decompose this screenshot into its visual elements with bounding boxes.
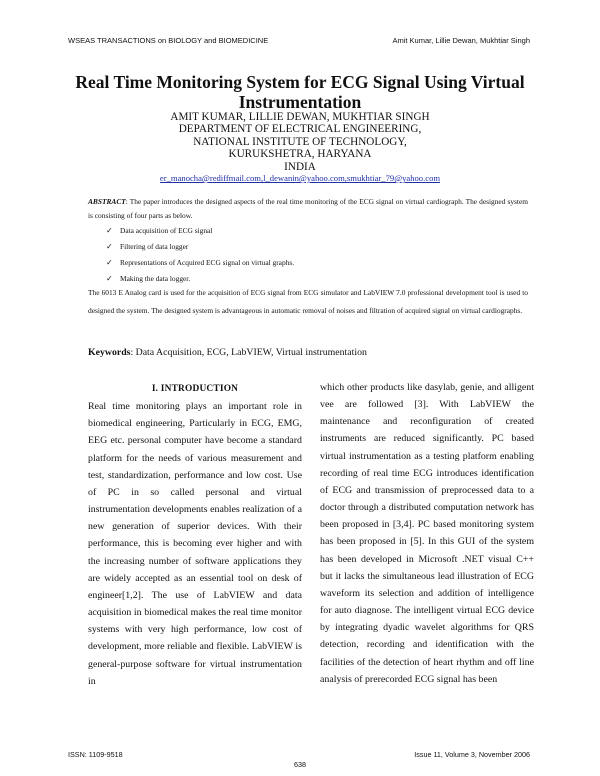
affiliation-line-city: KURUKSHETRA, HARYANA [228,148,372,161]
keywords-text: : Data Acquisition, ECG, LabVIEW, Virtual instrumentation [130,347,367,358]
section-heading-introduction: I. INTRODUCTION [151,384,239,394]
introduction-text-left: Real time monitoring plays an important role in biomedical engineering, Particularly in ECG, EMG, EEG etc. personal computer have become a standard platform for the needs of various measurement and test, standardization, performance and low cost. Use of PC in so called personal and virtual instrumentation developments enables realization of a new generation of superior devices. With their performance, this is becoming ever higher and with the increasing number of software applications they are widely accepted as an essential tool on desk of engineer[1,2]. The use of LabVIEW and data acquisition in biomedical makes the real time monitor systems with very high performance, low cost of development, more reliable and flexible. LabVIEW is general-purpose software for virtual instrumentation in [88,401,302,687]
right-column [320,379,534,688]
abstract-body: The 6013 E Analog card is used for the acquisition of ECG signal from ECG simulator and LabVIEW 7.0 professional development tool is used to designed the system. The designed system is advantageous in automatic removal of noises and filtration of acquired signal on virtual cardiographs. [88,288,528,315]
affiliation-line-institute: NATIONAL INSTITUTE OF TECHNOLOGY, [193,135,407,148]
list-item [106,255,294,271]
checkmark-icon: ✓ [106,226,113,235]
list-item [106,223,294,239]
footer-issn: ISSN: 1109-9518 [68,750,123,759]
bullet-text: Representations of Acquired ECG signal on virtual graphs. [120,258,295,267]
author-emails-link[interactable]: er_manocha@rediffmail.com,l_dewanin@yahoo.com,smukhtiar_79@yahoo.com [159,173,441,183]
bullet-text: Making the data logger. [120,274,191,283]
keywords [88,347,367,358]
left-column [88,381,302,690]
footer-issue: Issue 11, Volume 3, November 2006 [414,750,530,759]
checkmark-icon: ✓ [106,258,113,267]
running-header-authors: Amit Kumar, Lillie Dewan, Mukhtiar Singh [392,36,530,45]
author-affiliation-block [60,111,540,173]
page-number: 638 [294,760,306,769]
abstract-label: ABSTRACT [88,197,126,206]
affiliation-line-country: INDIA [284,160,316,173]
affiliation-line-department: DEPARTMENT OF ELECTRICAL ENGINEERING, [178,123,422,136]
introduction-text-right: which other products like dasylab, genie, and alligent vee are followed [3]. With LabVIEW the maintenance and reconfiguration of created instruments are reduced significantly. PC based virtual instrumentation as a testing platform enabling recording of real time ECG introduces identification of ECG and transmission of preprocessed data to a doctor through a distributed computation network has been proposed in [3,4]. PC based monitoring system has been proposed in [5]. In this GUI of the system has been developed in Microsoft .NET visual C++ but it lacks the simultaneous lead illustration of ECG waveform its selection and addition of intelligence for auto diagnose. The intelligent virtual ECG device by integrating dyadic wavelet algorithms for QRS detection, recording and identification with the facilities of the detection of heart rhythm and off line analysis of prerecorded ECG signal has been [320,382,534,685]
affiliation-line-authors: AMIT KUMAR, LILLIE DEWAN, MUKHTIAR SINGH [170,111,430,123]
running-header-journal: WSEAS TRANSACTIONS on BIOLOGY and BIOMEDICINE [68,36,269,45]
bullet-text: Data acquisition of ECG signal [120,226,213,235]
checkmark-icon: ✓ [106,274,113,283]
checkmark-icon: ✓ [106,242,113,251]
list-item [106,239,294,255]
abstract-intro [88,195,528,222]
keywords-label: Keywords [88,347,131,358]
paper-title: Real Time Monitoring System for ECG Signal Using Virtual Instrumentation [75,72,525,112]
abstract-bullet-list [106,223,294,287]
abstract-intro-text: : The paper introduces the designed aspects of the real time monitoring of the ECG signal on virtual cardiograph. The designed system is consisting of four parts as below. [88,197,528,220]
bullet-text: Filtering of data logger [120,242,189,251]
